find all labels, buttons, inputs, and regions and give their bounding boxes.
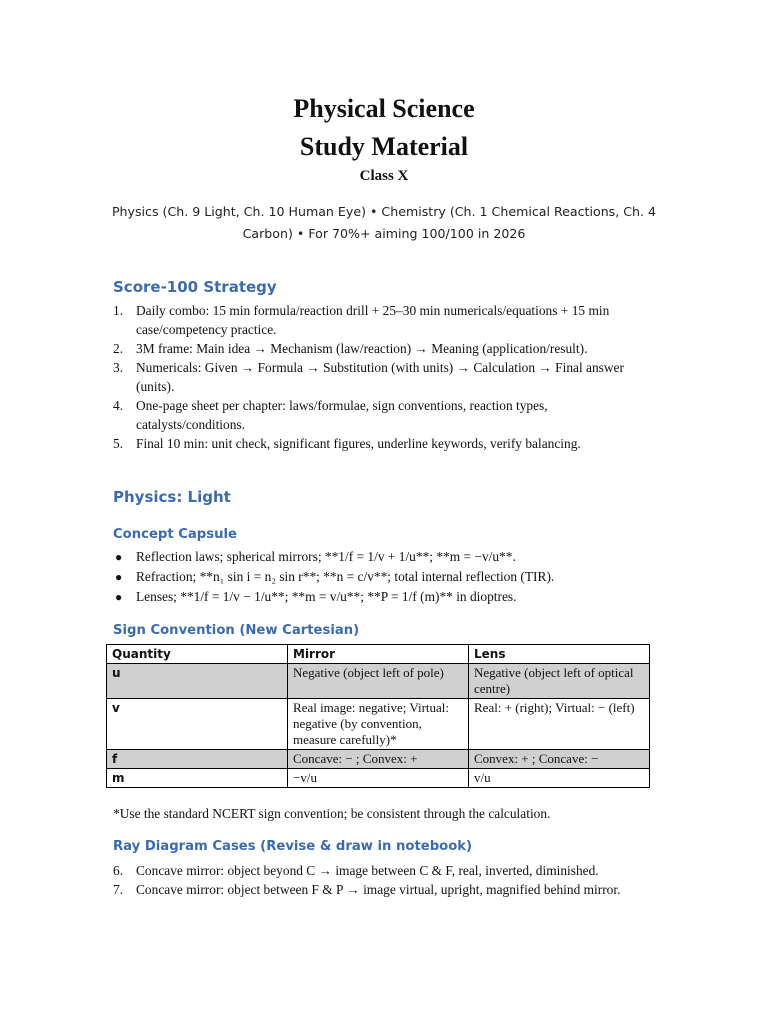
document-title (0, 90, 768, 166)
strategy-heading: Score-100 Strategy (113, 278, 277, 296)
list-item: 4. One-page sheet per chapter: laws/formulae, sign conventions, reaction types, catalysts/conditions. (113, 398, 548, 432)
class-label: Class X (359, 168, 409, 184)
cell-lens: Real: + (right); Virtual: − (left) (469, 699, 650, 750)
table-row (107, 750, 650, 769)
table-header-row (107, 645, 650, 664)
sign-convention-heading: Sign Convention (New Cartesian) (113, 623, 360, 638)
sign-convention-table (106, 644, 650, 788)
list-item: 2. 3M frame: Main idea → Mechanism (law/reaction) → Meaning (application/result). (113, 341, 588, 356)
cell-lens: Convex: + ; Concave: − (469, 750, 650, 769)
cell-mirror: −v/u (288, 769, 469, 788)
ray-cases-list (113, 861, 658, 899)
list-item: 3. Numericals: Given → Formula → Substitution (with units) → Calculation → Final answer (units). (113, 360, 624, 394)
list-item: ● Lenses; **1/f = 1/v − 1/u**; **m = v/u**; **P = 1/f (m)** in dioptres. (115, 589, 517, 604)
cell-lens: Negative (object left of optical centre) (469, 664, 650, 699)
cell-lens: v/u (469, 769, 650, 788)
column-header: Quantity (107, 645, 288, 664)
column-header: Lens (469, 645, 650, 664)
subtitle: Physics (Ch. 9 Light, Ch. 10 Human Eye) • Chemistry (Ch. 1 Chemical Reactions, Ch. 4 Carbon) • For 70%+ aiming 100/100 in 2026 (111, 204, 657, 241)
capsule-list (113, 547, 658, 607)
list-item: ● Refraction; **n₁ sin i = n₂ sin r**; **n = c/v**; total internal reflection (TIR). (115, 569, 555, 584)
title-line-1: Physical Science (293, 94, 475, 123)
table-row (107, 769, 650, 788)
strategy-list (113, 301, 658, 453)
cell-quantity: m (107, 769, 288, 788)
list-item: 1. Daily combo: 15 min formula/reaction drill + 25–30 min numericals/equations + 15 min case/competency practice. (113, 303, 610, 337)
cell-quantity: f (107, 750, 288, 769)
ray-cases-heading: Ray Diagram Cases (Revise & draw in notebook) (113, 839, 473, 854)
capsule-heading: Concept Capsule (113, 527, 237, 542)
list-item: 6. Concave mirror: object beyond C → image between C & F, real, inverted, diminished. (113, 863, 599, 878)
physics-heading: Physics: Light (113, 488, 231, 506)
cell-quantity: v (107, 699, 288, 750)
list-item: 5. Final 10 min: unit check, significant figures, underline keywords, verify balancing. (113, 436, 581, 451)
title-line-2: Study Material (299, 132, 469, 161)
table-row (107, 664, 650, 699)
cell-mirror: Negative (object left of pole) (288, 664, 469, 699)
list-item: 7. Concave mirror: object between F & P → image virtual, upright, magnified behind mirror. (113, 882, 621, 897)
table-footnote: *Use the standard NCERT sign convention; be consistent through the calculation. (113, 806, 551, 821)
table-row (107, 699, 650, 750)
cell-mirror: Real image: negative; Virtual: negative (by convention, measure carefully)* (288, 699, 469, 750)
column-header: Mirror (288, 645, 469, 664)
list-item: ● Reflection laws; spherical mirrors; **1/f = 1/v + 1/u**; **m = −v/u**. (115, 549, 516, 564)
cell-quantity: u (107, 664, 288, 699)
cell-mirror: Concave: − ; Convex: + (288, 750, 469, 769)
